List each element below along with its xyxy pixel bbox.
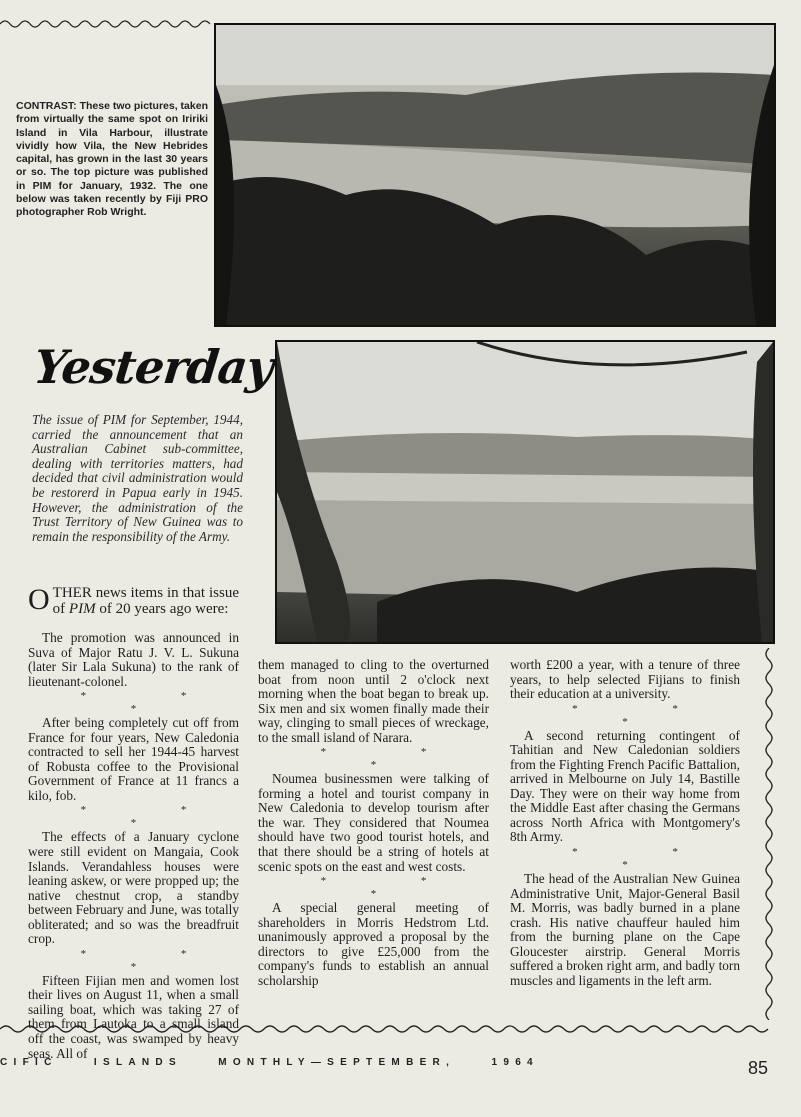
news-item: A special general meeting of shareholders in Morris Hedstrom Ltd. unanimously approved a proposal by the directors to give £25,000 from the company's funds to establish an annual scholarship <box>258 900 489 988</box>
running-footer: CIFIC ISLANDS MONTHLY—SEPTEMBER, 1964 <box>0 1057 539 1068</box>
news-item: them managed to cling to the overturned boat from noon until 2 o'clock next morning when the boat began to break up. Six men and six women finally made their way, clinging to small pieces of wreckage, to the small island of Narara. <box>258 657 489 745</box>
column-3 <box>510 658 740 988</box>
news-item: Fifteen Fijian men and women lost their lives on August 11, when a small sailing boat, which was taking 27 of them from Lautoka to a small island off the coast, was swamped by heavy seas. All of <box>28 972 239 1061</box>
drop-cap: O <box>28 583 50 616</box>
separator: * * * <box>572 846 724 872</box>
right-wavy-rule <box>762 648 776 1020</box>
separator: * * * <box>572 702 724 728</box>
news-item: The promotion was announced in Suva of Major Ratu J. V. L. Sukuna (later Sir Lala Sukuna) to the rank of lieutenant-colonel. <box>28 630 239 689</box>
news-item: After being completely cut off from France for four years, New Caledonia contracted to sell her 1944-45 harvest of Robusta coffee to the Provisional Government of France at 11 francs a kilo, fob. <box>28 715 239 803</box>
separator: * * * <box>80 690 233 716</box>
news-item: The head of the Australian New Guinea Administrative Unit, Major-General Basil M. Morris, was badly burned in a plane crash. His native chauffeur hauled him from the burning plane on the Cape Gloucester airstrip. General Morris suffered a broken right arm, and badly torn muscles and ligaments in the left arm. <box>510 871 740 988</box>
page-number: 85 <box>748 1058 769 1078</box>
lead-text-2: of 20 years ago were: <box>95 601 229 617</box>
photo-vila-harbour-1932 <box>214 23 776 327</box>
separator: * * * <box>80 947 233 973</box>
separator: * * * <box>320 746 473 772</box>
news-item: worth £200 a year, with a tenure of three years, to help selected Fijians to finish their education at a university. <box>510 657 740 702</box>
caption-label: CONTRAST: <box>16 100 77 112</box>
lead-paragraph <box>28 585 239 617</box>
photo-caption <box>16 100 208 220</box>
news-item: The effects of a January cyclone were still evident on Mangaia, Cook Islands. Verandahless houses were leaning askew, or were propped up; the native chestnut crop, a standby between February and June, was totally obliterated; and so was the breadfruit crop. <box>28 829 239 947</box>
separator: * * * <box>80 804 233 830</box>
news-item: A second returning contingent of Tahitian and New Caledonian soldiers from the Fighting French Pacific Battalion, arrived in Melbourne on July 14, Bastille Day. They were on their way home from the Middle East after chasing the Germans across North Africa with Montgomery's 8th Army. <box>510 727 740 845</box>
intro-paragraph: The issue of PIM for September, 1944, carried the announcement that an Australian Cabinet sub-committee, dealing with territories matters, had decided that civil administration would be restorerd in Papua early in 1945. However, the administration of the Trust Territory of New Guinea was to remain the responsibility of the Army. <box>32 412 243 544</box>
headline-yesterday: Yesterday <box>31 340 276 394</box>
separator: * * * <box>320 875 473 901</box>
lead-text-1: THER news items in that issue of <box>52 585 239 617</box>
column-1 <box>28 585 239 1061</box>
caption-text: These two pictures, taken from virtually the same spot on Iririki Island in Vila Harbour, illustrate vividly how Vila, the New Hebrides capital, has grown in the last 30 years or so. The top picture was published in PIM for January, 1932. The one below was taken recently by Fiji PRO photographer Rob Wright. <box>16 100 208 219</box>
column-2 <box>258 658 489 988</box>
lead-pim: PIM <box>68 601 96 617</box>
photo-vila-harbour-recent <box>275 340 775 644</box>
news-item: Noumea businessmen were talking of forming a hotel and tourist company in New Caledonia to develop tourism after the war. They considered that Noumea should have two good tourist hotels, and that there should be a string of hotels at scenic spots on the east and west costs. <box>258 771 489 874</box>
